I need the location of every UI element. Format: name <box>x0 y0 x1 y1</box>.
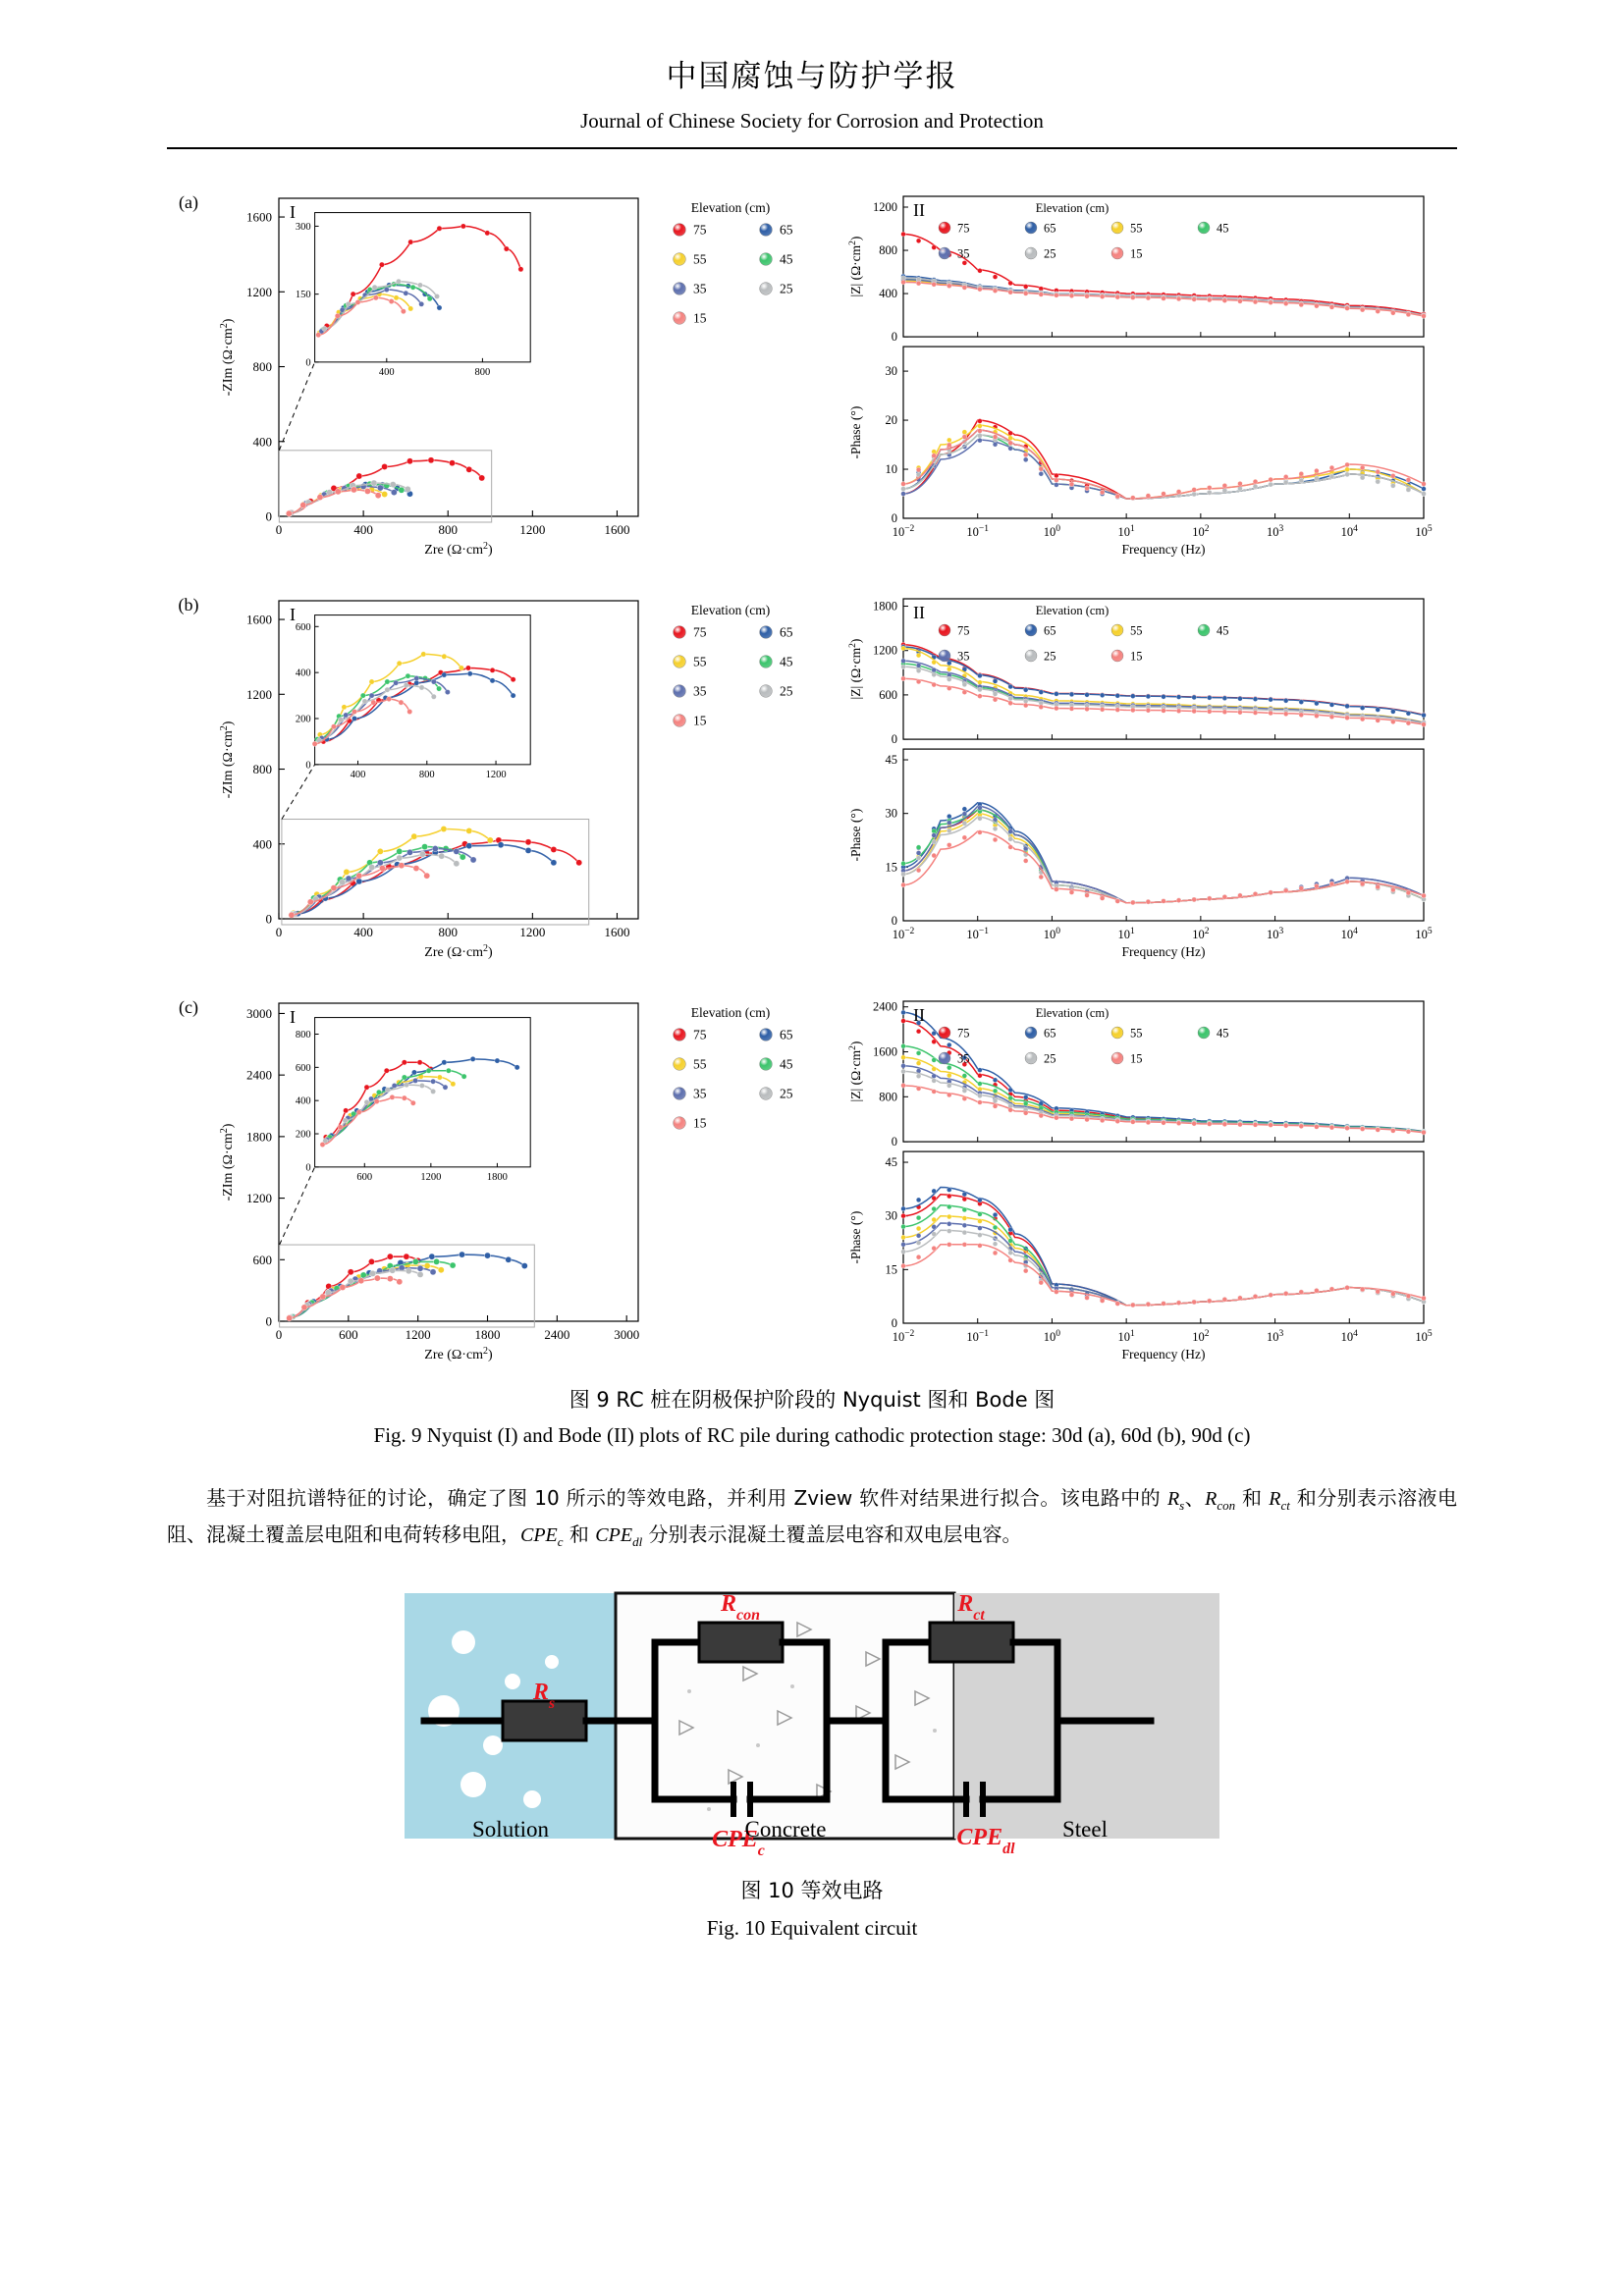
svg-text:Zre (Ω·cm2): Zre $(\Omega\cdot cm^2)$ <box>424 1345 493 1362</box>
svg-text:0: 0 <box>891 732 897 747</box>
svg-text:0: 0 <box>275 925 283 939</box>
svg-text:102: $10^2$ <box>1192 927 1210 941</box>
svg-text:35: 35 <box>957 649 970 664</box>
svg-text:Frequency (Hz): Frequency (Hz) <box>1121 542 1206 557</box>
svg-text:65: 65 <box>780 1027 793 1042</box>
svg-text:300: 300 <box>295 221 311 233</box>
svg-text:|Z| (Ω·cm2): |Z| $(\Omega\cdot cm^2)$ <box>848 638 863 700</box>
svg-text:10−2: $10^{-2}$ <box>892 927 915 941</box>
svg-text:800: 800 <box>252 762 272 777</box>
svg-text:15: 15 <box>693 310 707 326</box>
svg-text:1600: 1600 <box>246 612 272 627</box>
svg-text:0: 0 <box>891 1316 897 1330</box>
journal-header <box>0 0 1624 133</box>
svg-text:3000: 3000 <box>614 1327 640 1342</box>
figure-9 <box>159 171 1465 1378</box>
svg-text:10−1: $10^{-1}$ <box>966 1329 990 1344</box>
svg-text:0: 0 <box>891 1135 897 1149</box>
figure-9-canvas <box>159 171 1465 1378</box>
svg-text:400: 400 <box>295 1095 311 1107</box>
svg-text:25: 25 <box>780 1086 793 1101</box>
svg-text:1200: 1200 <box>519 522 546 537</box>
svg-text:15: 15 <box>1130 649 1143 664</box>
svg-text:105: $10^5$ <box>1415 524 1433 539</box>
svg-text:-Phase (°): -Phase (°) <box>848 808 863 862</box>
svg-text:45: 45 <box>780 654 793 669</box>
svg-text:600: 600 <box>252 1252 272 1267</box>
svg-text:10−2: $10^{-2}$ <box>892 1329 915 1344</box>
svg-text:75: 75 <box>693 1027 707 1042</box>
svg-text:1600: 1600 <box>604 925 630 939</box>
svg-text:45: 45 <box>780 1056 793 1072</box>
svg-text:45: 45 <box>885 1155 897 1170</box>
svg-text:10−2: $10^{-2}$ <box>892 524 915 539</box>
svg-text:-ZIm (Ω·cm2): -ZIm $(\Omega\cdot cm^2)$ <box>218 1123 236 1201</box>
svg-text:45: 45 <box>1217 1026 1229 1041</box>
svg-text:1200: 1200 <box>246 284 272 299</box>
svg-text:2400: 2400 <box>246 1067 272 1083</box>
svg-text:Frequency (Hz): Frequency (Hz) <box>1121 1347 1206 1362</box>
svg-text:200: 200 <box>295 714 311 725</box>
svg-text:600: 600 <box>356 1171 373 1183</box>
svg-text:55: 55 <box>1130 1026 1143 1041</box>
svg-text:100: $10^0$ <box>1043 524 1061 539</box>
svg-text:1600: 1600 <box>604 522 630 537</box>
svg-text:101: $10^1$ <box>1117 524 1135 539</box>
svg-text:200: 200 <box>295 1129 311 1141</box>
svg-text:Elevation (cm): Elevation (cm) <box>690 1005 771 1020</box>
svg-text:25: 25 <box>1044 649 1056 664</box>
svg-text:25: 25 <box>1044 246 1056 261</box>
svg-text:2400: 2400 <box>544 1327 570 1342</box>
svg-text:400: 400 <box>879 287 897 301</box>
svg-text:II: II <box>913 603 925 622</box>
svg-text:II: II <box>913 1005 925 1025</box>
svg-text:45: 45 <box>1217 623 1229 638</box>
svg-text:102: $10^2$ <box>1192 1329 1210 1344</box>
svg-text:-Phase (°): -Phase (°) <box>848 405 863 459</box>
svg-text:0: 0 <box>265 911 272 927</box>
svg-text:600: 600 <box>295 621 311 633</box>
svg-text:102: $10^2$ <box>1192 524 1210 539</box>
svg-text:65: 65 <box>780 222 793 238</box>
svg-text:II: II <box>913 200 925 220</box>
rs-label: $R_s$ <box>532 1679 556 1711</box>
svg-text:(c): (c) <box>179 997 198 1017</box>
svg-text:65: 65 <box>1044 623 1056 638</box>
svg-text:101: $10^1$ <box>1117 1329 1135 1344</box>
svg-text:-Phase (°): -Phase (°) <box>848 1210 863 1264</box>
svg-text:400: 400 <box>353 925 373 939</box>
svg-text:103: $10^3$ <box>1266 1329 1284 1344</box>
svg-text:1200: 1200 <box>405 1327 431 1342</box>
svg-text:55: 55 <box>693 1056 707 1072</box>
svg-text:45: 45 <box>780 251 793 267</box>
svg-text:600: 600 <box>879 687 897 702</box>
svg-text:Elevation (cm): Elevation (cm) <box>690 200 771 215</box>
svg-text:35: 35 <box>957 1051 970 1066</box>
svg-text:800: 800 <box>295 1030 311 1041</box>
svg-text:25: 25 <box>780 683 793 699</box>
svg-text:105: $10^5$ <box>1415 927 1433 941</box>
svg-text:400: 400 <box>350 769 366 780</box>
svg-text:I: I <box>290 202 296 222</box>
svg-text:1200: 1200 <box>519 925 546 939</box>
svg-text:15: 15 <box>693 713 707 728</box>
svg-text:105: $10^5$ <box>1415 1329 1433 1344</box>
svg-text:35: 35 <box>693 1086 707 1101</box>
svg-text:600: 600 <box>339 1327 358 1342</box>
svg-text:|Z| (Ω·cm2): |Z| $(\Omega\cdot cm^2)$ <box>848 1041 863 1102</box>
svg-text:25: 25 <box>780 281 793 296</box>
svg-text:1800: 1800 <box>474 1327 501 1342</box>
svg-text:0: 0 <box>891 330 897 345</box>
svg-text:1200: 1200 <box>873 200 897 215</box>
rct-label: $R_{ct}$ <box>957 1590 985 1623</box>
svg-text:0: 0 <box>275 522 283 537</box>
body-paragraph: 基于对阻抗谱特征的讨论，确定了图 10 所示的等效电路，并利用 Zview 软件对结果进行拟合。该电路中的 $R_s$、$R_{con}$ 和 $R_{ct}$ 和分别表示溶液电阻、混凝土覆盖层电阻和电荷转移电阻，$CPE_c$ 和 $CPE_{dl}$ 分别表示混凝土覆盖层电容和双电层电容。 <box>167 1486 1458 1549</box>
svg-text:1200: 1200 <box>420 1171 442 1183</box>
svg-text:0: 0 <box>305 1162 311 1174</box>
svg-text:Elevation (cm): Elevation (cm) <box>1035 1006 1110 1020</box>
svg-text:104: $10^4$ <box>1340 1329 1358 1344</box>
svg-text:|Z| (Ω·cm2): |Z| $(\Omega\cdot cm^2)$ <box>848 236 863 297</box>
cpec-label: $CPE_c$ <box>712 1826 765 1858</box>
cpedl-label: $CPE_{dl}$ <box>956 1824 1015 1856</box>
concrete-label: Concrete <box>744 1816 827 1842</box>
svg-text:10−1: $10^{-1}$ <box>966 927 990 941</box>
svg-text:800: 800 <box>474 366 491 378</box>
svg-text:1800: 1800 <box>246 1129 272 1145</box>
svg-text:55: 55 <box>693 654 707 669</box>
svg-text:400: 400 <box>378 366 395 378</box>
svg-text:65: 65 <box>780 624 793 640</box>
figure-9-caption-en: Fig. 9 Nyquist (I) and Bode (II) plots of RC pile during cathodic protection stage: 30d (a), 60d (b), 90d (c) <box>373 1423 1251 1447</box>
svg-text:35: 35 <box>693 281 707 296</box>
svg-text:1600: 1600 <box>873 1044 897 1059</box>
svg-text:800: 800 <box>879 243 897 258</box>
svg-text:1200: 1200 <box>485 769 507 780</box>
svg-text:20: 20 <box>885 413 897 428</box>
svg-text:15: 15 <box>885 1262 897 1277</box>
svg-text:400: 400 <box>252 434 272 450</box>
svg-text:(a): (a) <box>179 192 198 212</box>
svg-text:15: 15 <box>1130 246 1143 261</box>
svg-text:3000: 3000 <box>246 1005 272 1021</box>
steel-label: Steel <box>1062 1816 1108 1842</box>
equivalent-circuit-diagram <box>405 1574 1219 1858</box>
svg-text:0: 0 <box>305 760 311 772</box>
svg-text:10−1: $10^{-1}$ <box>966 524 990 539</box>
svg-text:1200: 1200 <box>246 1191 272 1206</box>
svg-text:45: 45 <box>1217 221 1229 236</box>
svg-text:103: $10^3$ <box>1266 927 1284 941</box>
svg-text:0: 0 <box>305 357 311 369</box>
svg-text:0: 0 <box>275 1327 283 1342</box>
svg-text:600: 600 <box>295 1062 311 1074</box>
svg-text:10: 10 <box>885 462 897 477</box>
svg-text:1800: 1800 <box>873 599 897 614</box>
rcon-label: $R_{con}$ <box>720 1590 761 1623</box>
svg-text:30: 30 <box>885 806 897 821</box>
svg-text:75: 75 <box>957 221 970 236</box>
svg-text:104: $10^4$ <box>1340 927 1358 941</box>
svg-text:400: 400 <box>295 667 311 679</box>
svg-text:800: 800 <box>252 359 272 375</box>
figure-10-caption-en: Fig. 10 Equivalent circuit <box>706 1915 918 1940</box>
svg-text:Frequency (Hz): Frequency (Hz) <box>1121 944 1206 959</box>
svg-text:1600: 1600 <box>246 209 272 225</box>
svg-text:15: 15 <box>1130 1051 1143 1066</box>
svg-text:800: 800 <box>418 769 435 780</box>
figure-10 <box>0 1574 1624 1863</box>
figure-9-caption-cn: 图 9 RC 桩在阴极保护阶段的 Nyquist 图和 Bode 图 <box>568 1388 1056 1412</box>
svg-text:Elevation (cm): Elevation (cm) <box>1035 201 1110 215</box>
svg-text:25: 25 <box>1044 1051 1056 1066</box>
svg-text:Elevation (cm): Elevation (cm) <box>690 603 771 617</box>
svg-text:(b): (b) <box>178 595 199 614</box>
svg-text:I: I <box>290 1007 296 1027</box>
svg-text:400: 400 <box>252 836 272 852</box>
svg-text:55: 55 <box>1130 623 1143 638</box>
svg-text:0: 0 <box>265 508 272 524</box>
solution-label: Solution <box>472 1816 549 1842</box>
svg-text:-ZIm (Ω·cm2): -ZIm $(\Omega\cdot cm^2)$ <box>218 318 236 397</box>
journal-title-cn: 中国腐蚀与防护学报 <box>666 59 958 94</box>
svg-text:Zre (Ω·cm2): Zre $(\Omega\cdot cm^2)$ <box>424 942 493 960</box>
svg-text:35: 35 <box>693 683 707 699</box>
svg-text:-ZIm (Ω·cm2): -ZIm $(\Omega\cdot cm^2)$ <box>218 721 236 799</box>
svg-text:15: 15 <box>885 860 897 875</box>
svg-text:30: 30 <box>885 1208 897 1223</box>
svg-text:Elevation (cm): Elevation (cm) <box>1035 604 1110 617</box>
figure-10-caption-cn: 图 10 等效电路 <box>740 1878 884 1902</box>
svg-text:75: 75 <box>693 624 707 640</box>
svg-text:800: 800 <box>879 1090 897 1104</box>
svg-text:30: 30 <box>885 364 897 379</box>
svg-text:15: 15 <box>693 1115 707 1131</box>
svg-text:100: $10^0$ <box>1043 927 1061 941</box>
svg-text:104: $10^4$ <box>1340 524 1358 539</box>
header-divider <box>167 147 1457 149</box>
svg-text:1200: 1200 <box>246 686 272 702</box>
svg-text:0: 0 <box>265 1313 272 1329</box>
svg-text:800: 800 <box>438 925 458 939</box>
svg-text:0: 0 <box>891 914 897 928</box>
svg-text:I: I <box>290 605 296 624</box>
svg-text:75: 75 <box>957 1026 970 1041</box>
svg-text:Zre (Ω·cm2): Zre $(\Omega\cdot cm^2)$ <box>424 540 493 558</box>
svg-text:100: $10^0$ <box>1043 1329 1061 1344</box>
svg-text:55: 55 <box>1130 221 1143 236</box>
svg-text:0: 0 <box>891 511 897 525</box>
svg-text:103: $10^3$ <box>1266 524 1284 539</box>
svg-text:800: 800 <box>438 522 458 537</box>
svg-text:65: 65 <box>1044 1026 1056 1041</box>
svg-text:45: 45 <box>885 753 897 768</box>
svg-text:55: 55 <box>693 251 707 267</box>
svg-text:75: 75 <box>957 623 970 638</box>
svg-text:2400: 2400 <box>873 999 897 1014</box>
journal-title-en: Journal of Chinese Society for Corrosion and Protection <box>580 109 1044 133</box>
svg-text:65: 65 <box>1044 221 1056 236</box>
svg-text:1800: 1800 <box>486 1171 508 1183</box>
svg-text:150: 150 <box>295 290 311 301</box>
svg-text:400: 400 <box>353 522 373 537</box>
svg-text:75: 75 <box>693 222 707 238</box>
svg-text:35: 35 <box>957 246 970 261</box>
svg-text:1200: 1200 <box>873 643 897 658</box>
svg-text:101: $10^1$ <box>1117 927 1135 941</box>
